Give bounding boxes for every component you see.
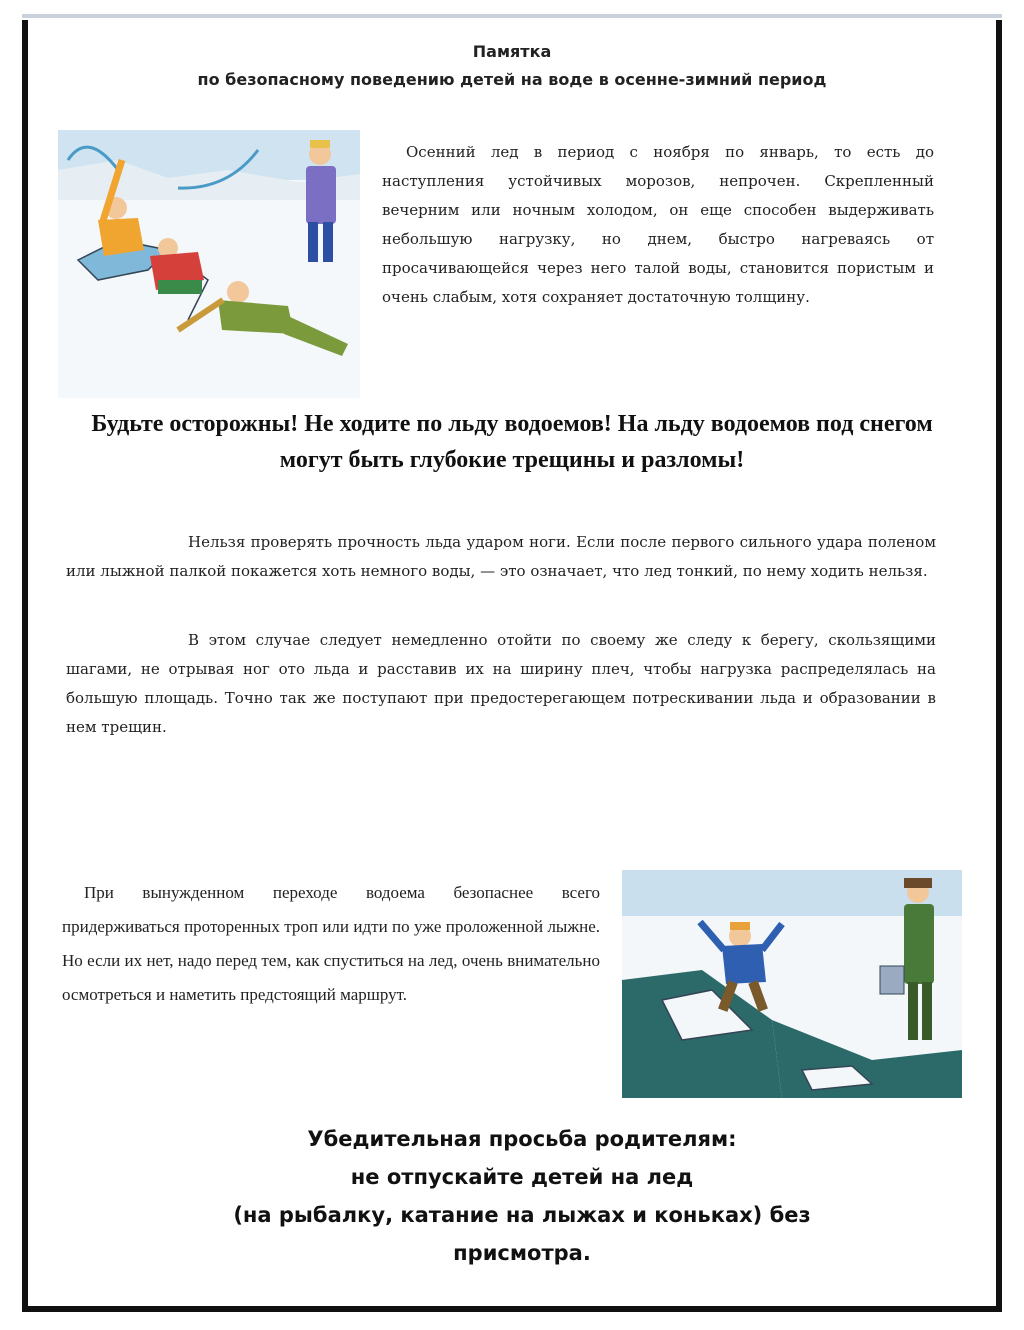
appeal-line-2: не отпускайте детей на лед	[350, 1165, 694, 1189]
paragraph-autumn-ice: Осенний лед в период с ноября по январь, то есть до наступления устойчивых морозов, непрочен. Скрепленный вечерним или ночным холодом, он еще способен выдерживать небольшую нагрузку, но днем, быстро нагреваясь от просачивающейся через него талой воды, становится пористым и очень слабым, хотя сохраняет достаточную толщину.	[382, 143, 934, 306]
paragraph-crossing: При вынужденном переходе водоема безопаснее всего придерживаться проторенных троп или идти по уже проложенной лыжне. Но если их нет, надо перед тем, как спуститься на лед, очень внимательно осмотреться и наметить предстоящий маршрут.	[62, 883, 600, 1004]
page-subtitle: по безопасному поведению детей на воде в осенне-зимний период	[197, 70, 827, 89]
warning-heading: Будьте осторожны! Не ходите по льду водоемов! На льду водоемов под снегом могут быть глубокие трещины и разломы!	[91, 411, 933, 473]
top-border	[22, 14, 1002, 18]
appeal-line-1: Убедительная просьба родителям:	[307, 1127, 737, 1151]
paragraph-ice-test: Нельзя проверять прочность льда ударом ноги. Если после первого сильного удара поленом или лыжной палкой покажется хоть немного воды, — это означает, что лед тонкий, по нему ходить нельзя.	[66, 533, 936, 580]
appeal-line-4: присмотра.	[453, 1241, 591, 1265]
appeal-line-3: (на рыбалку, катание на лыжах и коньках) без	[233, 1203, 811, 1227]
children-falling-through-ice-illustration	[58, 130, 360, 398]
page-title: Памятка	[472, 42, 552, 61]
paragraph-retreat: В этом случае следует немедленно отойти по своему же следу к берегу, скользящими шагами, не отрывая ног ото льда и расставив их на ширину плеч, чтобы нагрузка распределялась на большую площадь. Точно так же поступают при предостерегающем потрескивании льда и образовании в нем трещин.	[66, 631, 936, 736]
parents-appeal	[230, 1120, 814, 1272]
child-falling-into-ice-crack-illustration	[622, 870, 962, 1098]
